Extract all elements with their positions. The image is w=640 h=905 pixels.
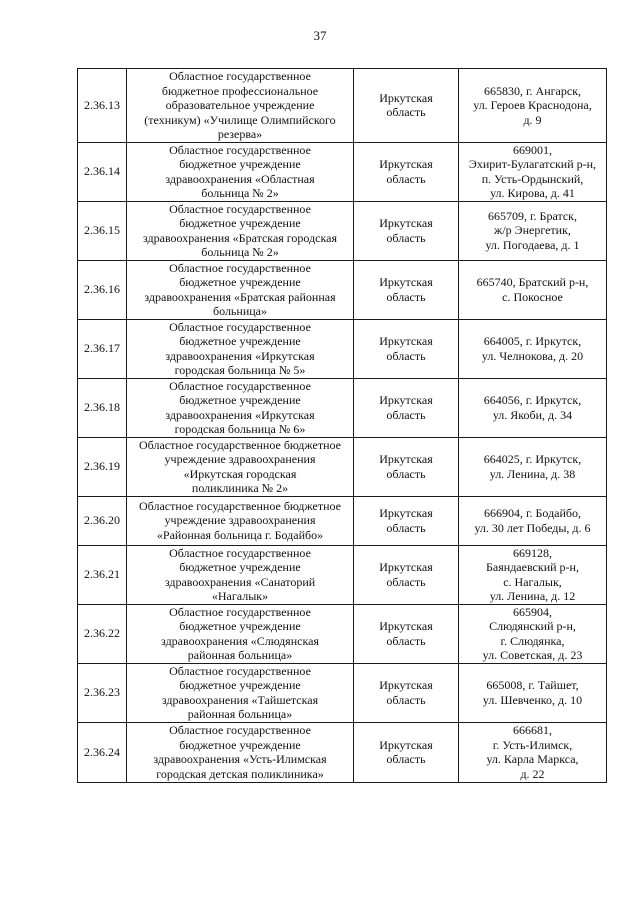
region-line: Иркутская: [379, 506, 433, 520]
address-line: 665709, г. Братск,: [487, 208, 578, 223]
page-number: 37: [313, 28, 327, 43]
address-line: 664056, г. Иркутск,: [483, 393, 582, 407]
table-row: [78, 437, 607, 496]
institution-name-line: «Районная больница г. Бодайбо»: [156, 527, 324, 542]
region-line: Иркутская: [379, 157, 433, 171]
institution-name-line: бюджетное учреждение: [179, 560, 301, 574]
region-line: область: [386, 171, 426, 186]
institution-name-cell: [127, 663, 354, 722]
institution-name-cell: [127, 378, 354, 437]
institution-name-line: бюджетное профессиональное: [161, 83, 319, 98]
region-cell: [354, 545, 459, 604]
institution-name-cell: [127, 604, 354, 663]
region-line: Иркутская: [379, 678, 433, 692]
institution-name-line: Областное государственное бюджетное: [139, 437, 341, 452]
address-line: ул. Ленина, д. 12: [489, 589, 576, 603]
row-number: 2.36.24: [78, 722, 127, 782]
institution-name-cell: [127, 201, 354, 260]
institution-name-line: Областное государственное: [169, 260, 311, 275]
region-line: Иркутская: [379, 619, 433, 633]
table-row: [78, 378, 607, 437]
institution-name-line: образовательное учреждение: [165, 98, 315, 112]
address-line: 665740, Братский р-н,: [476, 275, 589, 289]
address-line: ул. Ленина, д. 38: [489, 466, 576, 481]
region-cell: [354, 378, 459, 437]
region-line: область: [386, 289, 426, 304]
address-line: д. 22: [520, 766, 545, 781]
region-cell: [354, 722, 459, 782]
address-line: 666904, г. Бодайбо,: [483, 506, 582, 520]
institution-name-line: Областное государственное: [169, 201, 311, 216]
institution-name-line: бюджетное учреждение: [179, 216, 301, 230]
institution-name-line: здравоохранения «Слюдянская: [161, 633, 319, 648]
address-line: 665008, г. Тайшет,: [486, 678, 579, 692]
institution-name-line: здравоохранения «Иркутская: [165, 407, 315, 422]
row-number: 2.36.14: [78, 142, 127, 201]
institution-name-line: здравоохранения «Санаторий: [164, 574, 316, 589]
region-line: Иркутская: [379, 737, 433, 752]
region-line: Иркутская: [379, 90, 433, 105]
institution-name-line: городская больница № 6»: [174, 422, 306, 436]
address-line: д. 9: [523, 112, 542, 127]
row-number: 2.36.22: [78, 604, 127, 663]
address-line: 669001,: [513, 142, 552, 157]
institution-name-cell: [127, 260, 354, 319]
address-line: Слюдянский р-н,: [489, 619, 576, 633]
region-line: Иркутская: [379, 334, 433, 348]
address-line: г. Усть-Илимск,: [492, 737, 573, 752]
institution-name-line: Областное государственное: [169, 378, 311, 393]
region-cell: [354, 496, 459, 545]
institution-name-line: бюджетное учреждение: [179, 678, 301, 692]
region-cell: [354, 604, 459, 663]
region-cell: [354, 260, 459, 319]
address-line: 669128,: [513, 545, 552, 560]
institution-name-line: здравоохранения «Братская городская: [143, 230, 337, 245]
row-number: 2.36.21: [78, 545, 127, 604]
institution-name-cell: [127, 319, 354, 378]
table-row: [78, 496, 607, 545]
institution-name-line: бюджетное учреждение: [179, 157, 301, 171]
region-line: область: [386, 574, 426, 589]
table-body: [78, 69, 607, 783]
address-line: Эхирит-Булагатский р-н,: [468, 157, 597, 171]
address-line: п. Усть-Ордынский,: [481, 171, 584, 186]
table-row: [78, 604, 607, 663]
address-cell: [459, 437, 607, 496]
institution-name-line: здравоохранения «Тайшетская: [161, 692, 319, 707]
address-cell: [459, 496, 607, 545]
region-cell: [354, 437, 459, 496]
institution-name-line: больница № 2»: [201, 245, 279, 259]
region-line: область: [386, 105, 426, 120]
institution-name-line: бюджетное учреждение: [179, 393, 301, 407]
address-line: ул. 30 лет Победы, д. 6: [474, 520, 591, 535]
row-number: 2.36.13: [78, 69, 127, 143]
institution-name-cell: [127, 142, 354, 201]
institution-name-line: «Нагалык»: [211, 589, 269, 603]
table-row: [78, 260, 607, 319]
region-line: Иркутская: [379, 216, 433, 230]
institution-name-line: учреждение здравоохранения: [164, 452, 316, 466]
institution-name-line: здравоохранения «Усть-Илимская: [153, 752, 327, 766]
table-row: [78, 722, 607, 782]
address-line: ул. Карла Маркса,: [486, 752, 579, 766]
institutions-table: [77, 68, 607, 783]
table-row: [78, 201, 607, 260]
table-row: [78, 142, 607, 201]
table-row: [78, 545, 607, 604]
institution-name-line: «Иркутская городская: [183, 466, 297, 481]
region-line: область: [386, 407, 426, 422]
institution-name-line: бюджетное учреждение: [179, 737, 301, 752]
institution-name-line: бюджетное учреждение: [179, 619, 301, 633]
address-cell: [459, 69, 607, 143]
address-cell: [459, 260, 607, 319]
institution-name-cell: [127, 496, 354, 545]
address-cell: [459, 378, 607, 437]
institution-name-line: городская больница № 5»: [174, 363, 306, 377]
address-line: 664025, г. Иркутск,: [483, 452, 582, 466]
address-cell: [459, 663, 607, 722]
address-line: ул. Челнокова, д. 20: [481, 348, 584, 363]
address-cell: [459, 604, 607, 663]
address-line: г. Слюдянка,: [500, 633, 565, 648]
address-cell: [459, 201, 607, 260]
address-cell: [459, 545, 607, 604]
institution-name-line: бюджетное учреждение: [179, 275, 301, 289]
institution-name-line: Областное государственное бюджетное: [139, 498, 341, 513]
region-line: область: [386, 633, 426, 648]
row-number: 2.36.23: [78, 663, 127, 722]
region-cell: [354, 142, 459, 201]
institution-name-line: Областное государственное: [169, 723, 311, 737]
institution-name-line: Областное государственное: [169, 69, 311, 83]
region-cell: [354, 319, 459, 378]
row-number: 2.36.20: [78, 496, 127, 545]
row-number: 2.36.16: [78, 260, 127, 319]
institution-name-cell: [127, 722, 354, 782]
region-line: область: [386, 520, 426, 535]
institution-name-line: больница № 2»: [201, 186, 279, 200]
institution-name-cell: [127, 545, 354, 604]
address-line: ул. Якоби, д. 34: [492, 407, 573, 422]
institution-name-line: резерва»: [217, 127, 263, 141]
institution-name-line: Областное государственное: [169, 142, 311, 157]
institution-name-line: Областное государственное: [169, 319, 311, 334]
institution-name-line: поликлиника № 2»: [191, 481, 289, 495]
region-cell: [354, 69, 459, 143]
address-cell: [459, 319, 607, 378]
institution-name-line: Областное государственное: [169, 604, 311, 619]
region-line: Иркутская: [379, 560, 433, 574]
address-line: с. Нагалык,: [503, 574, 562, 589]
region-line: область: [386, 230, 426, 245]
row-number: 2.36.15: [78, 201, 127, 260]
institution-name-cell: [127, 69, 354, 143]
institution-name-line: больница»: [213, 304, 267, 318]
table-row: [78, 663, 607, 722]
address-line: с. Покосное: [502, 289, 563, 304]
address-line: 665830, г. Ангарск,: [483, 83, 582, 98]
region-cell: [354, 663, 459, 722]
institution-name-line: районная больница»: [187, 707, 293, 721]
institution-name-line: Областное государственное: [169, 545, 311, 560]
address-line: ж/р Энергетик,: [494, 223, 571, 238]
address-line: ул. Шевченко, д. 10: [482, 692, 583, 707]
table-row: [78, 319, 607, 378]
address-line: ул. Советская, д. 23: [482, 648, 583, 662]
row-number: 2.36.19: [78, 437, 127, 496]
region-line: область: [386, 348, 426, 363]
address-line: ул. Погодаева, д. 1: [485, 237, 580, 252]
address-cell: [459, 722, 607, 782]
region-cell: [354, 201, 459, 260]
institution-name-line: Областное государственное: [169, 663, 311, 678]
row-number: 2.36.17: [78, 319, 127, 378]
address-line: Баяндаевский р-н,: [486, 560, 579, 574]
institution-name-line: бюджетное учреждение: [179, 334, 301, 348]
institution-name-line: учреждение здравоохранения: [164, 513, 316, 528]
institution-name-line: здравоохранения «Братская районная: [144, 289, 336, 304]
region-line: область: [386, 466, 426, 481]
institution-name-line: (техникум) «Училище Олимпийского: [144, 112, 336, 127]
institution-name-line: здравоохранения «Иркутская: [165, 348, 315, 363]
address-line: 666681,: [513, 723, 552, 737]
region-line: область: [386, 752, 426, 766]
institution-name-line: здравоохранения «Областная: [165, 171, 315, 186]
address-line: 664005, г. Иркутск,: [483, 334, 582, 348]
address-line: ул. Героев Краснодона,: [473, 98, 592, 112]
institution-name-cell: [127, 437, 354, 496]
region-line: Иркутская: [379, 275, 433, 289]
table-row: [78, 69, 607, 143]
region-line: Иркутская: [379, 452, 433, 466]
region-line: область: [386, 692, 426, 707]
row-number: 2.36.18: [78, 378, 127, 437]
address-line: 665904,: [513, 604, 552, 619]
institution-name-line: районная больница»: [187, 648, 293, 662]
address-line: ул. Кирова, д. 41: [490, 186, 575, 200]
address-cell: [459, 142, 607, 201]
institution-name-line: городская детская поликлиника»: [156, 766, 324, 781]
region-line: Иркутская: [379, 393, 433, 407]
